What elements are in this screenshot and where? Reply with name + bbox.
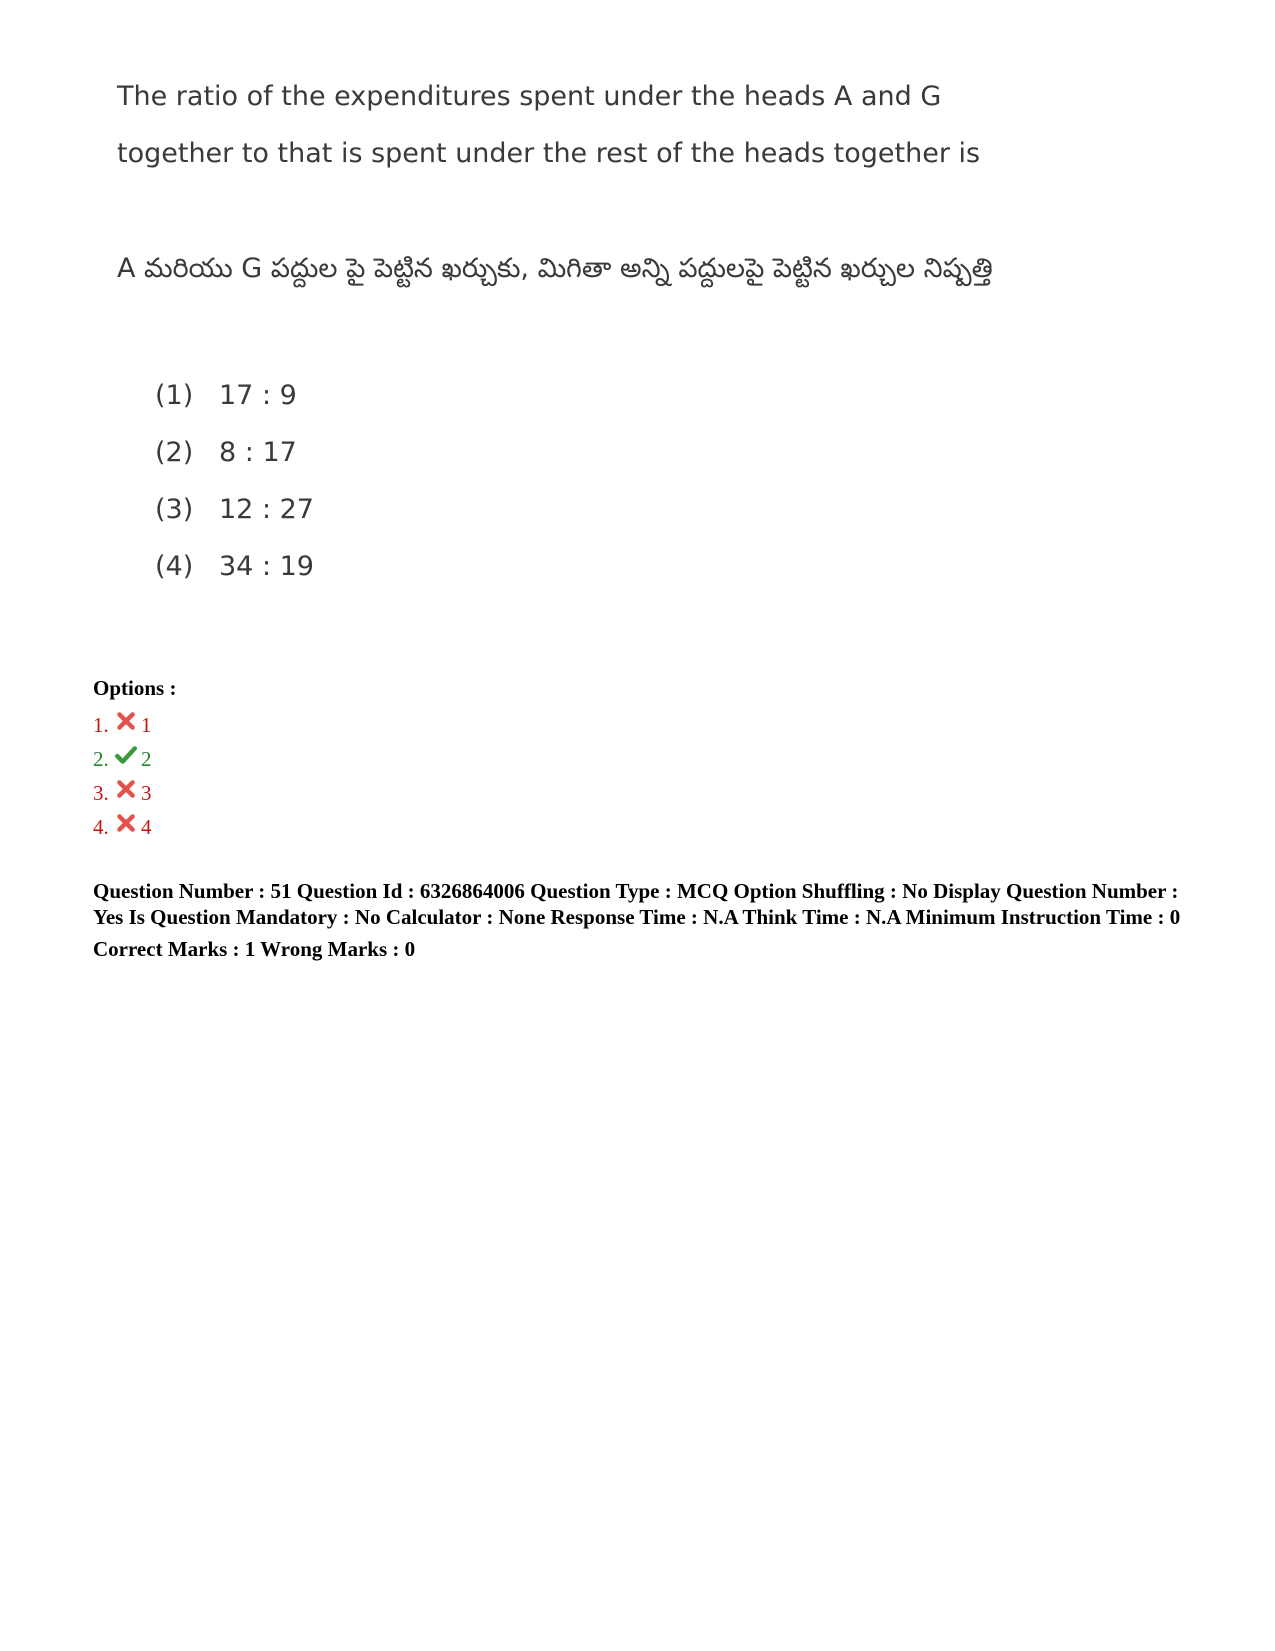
cross-icon bbox=[115, 812, 137, 834]
option-item bbox=[93, 776, 176, 810]
cross-icon bbox=[115, 778, 137, 800]
choice-item bbox=[155, 481, 1037, 538]
question-image bbox=[117, 68, 1037, 595]
choice-number: (4) bbox=[155, 551, 194, 582]
question-marks: Correct Marks : 1 Wrong Marks : 0 bbox=[93, 937, 416, 961]
check-icon bbox=[115, 744, 137, 766]
choice-number: (1) bbox=[155, 380, 194, 411]
question-meta bbox=[93, 878, 1193, 962]
choice-value: 12 : 27 bbox=[219, 494, 314, 525]
option-item bbox=[93, 810, 176, 844]
option-index: 4. bbox=[93, 815, 109, 839]
choice-item bbox=[155, 424, 1037, 481]
options-block bbox=[93, 674, 176, 844]
option-label: 3 bbox=[141, 781, 152, 805]
cross-icon bbox=[115, 710, 137, 732]
option-index: 3. bbox=[93, 781, 109, 805]
option-item bbox=[93, 742, 176, 776]
question-details: Question Number : 51 Question Id : 6326864006 Question Type : MCQ Option Shuffling : No Display Question Number : Yes Is Question Mandatory : No Calculator : None Response Time : N.A Think Time : N.A Minimum Instruction Time : 0 bbox=[93, 879, 1181, 929]
question-text-telugu: A మరియు G పద్దుల పై పెట్టిన ఖర్చుకు, మిగితా అన్ని పద్దులపై పెట్టిన ఖర్చుల నిష్పత్తి bbox=[117, 253, 993, 284]
choice-number: (2) bbox=[155, 437, 194, 468]
option-label: 1 bbox=[141, 713, 152, 737]
choice-value: 17 : 9 bbox=[219, 380, 297, 411]
option-item bbox=[93, 708, 176, 742]
choice-item bbox=[155, 367, 1037, 424]
option-index: 1. bbox=[93, 713, 109, 737]
option-label: 4 bbox=[141, 815, 152, 839]
choice-item bbox=[155, 538, 1037, 595]
options-heading: Options : bbox=[93, 676, 177, 700]
question-text-english: The ratio of the expenditures spent under the heads A and G together to that is spent under the rest of the heads together is bbox=[117, 81, 981, 169]
choice-number: (3) bbox=[155, 494, 194, 525]
choice-value: 34 : 19 bbox=[219, 551, 314, 582]
option-label: 2 bbox=[141, 747, 152, 771]
choice-value: 8 : 17 bbox=[219, 437, 297, 468]
option-index: 2. bbox=[93, 747, 109, 771]
choice-list bbox=[155, 367, 1037, 595]
